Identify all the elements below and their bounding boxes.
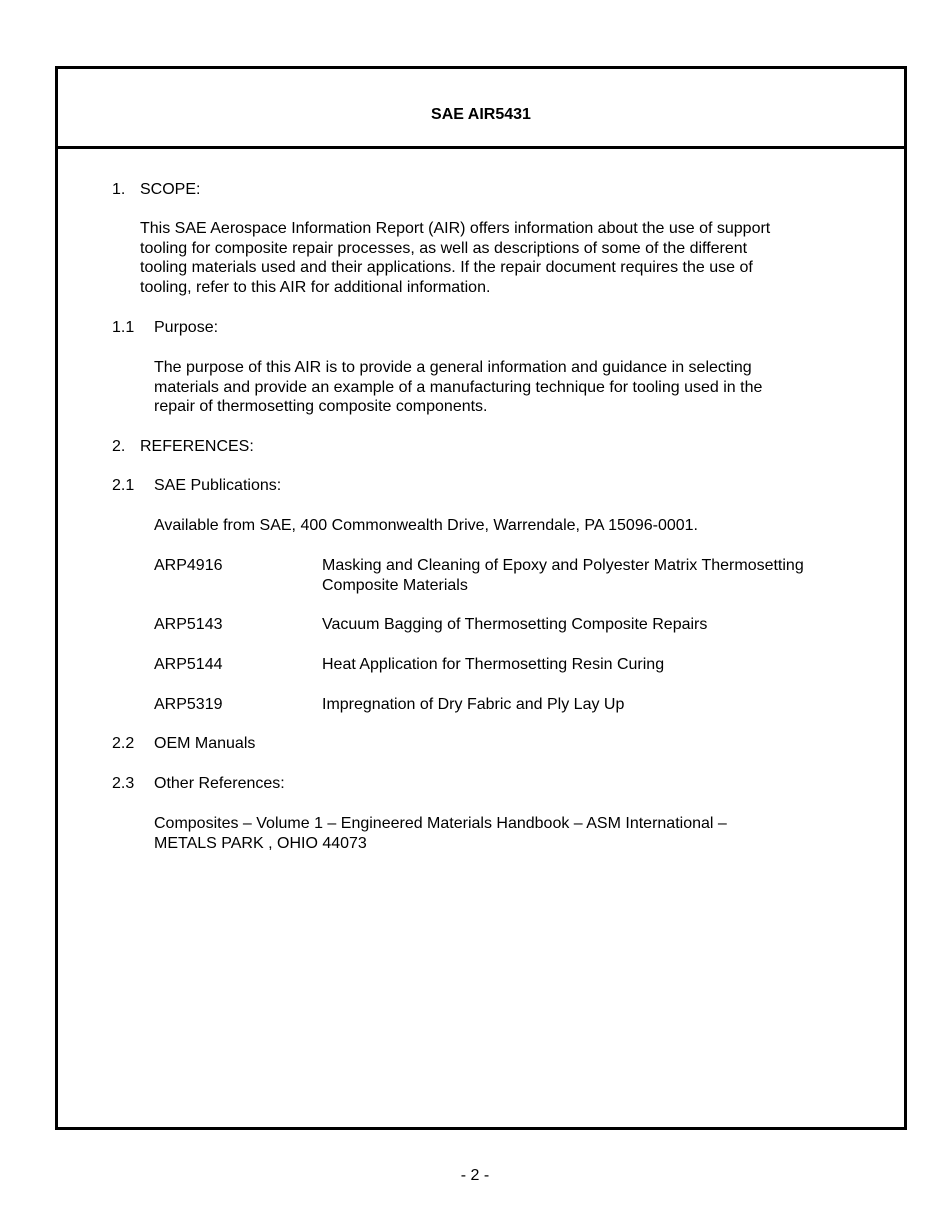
reference-title-line: Vacuum Bagging of Thermosetting Composite Repairs [322,616,708,633]
scope-line: This SAE Aerospace Information Report (AIR) offers information about the use of support [140,220,771,237]
scope-line: tooling materials used and their applications. If the repair document requires the use of [140,259,753,276]
document-header [58,69,904,149]
section-1-1-number: 1.1 [112,319,135,336]
section-2-2-heading: OEM Manuals [154,735,256,752]
other-reference-line: METALS PARK , OHIO 44073 [154,834,367,852]
section-2-number: 2. [112,438,126,455]
purpose-line: The purpose of this AIR is to provide a general information and guidance in selecting [154,359,752,376]
sae-availability-text: Available from SAE, 400 Commonwealth Drive, Warrendale, PA 15096-0001. [154,517,698,534]
section-1-heading: SCOPE: [140,181,201,198]
reference-title-line: Masking and Cleaning of Epoxy and Polyester Matrix Thermosetting [322,557,804,574]
reference-code: ARP5143 [154,616,223,633]
section-2-1-number: 2.1 [112,477,135,494]
reference-code: ARP4916 [154,557,223,574]
reference-title [322,556,804,595]
other-references-paragraph [154,814,727,853]
section-2-heading: REFERENCES: [140,438,254,455]
reference-title-line: Impregnation of Dry Fabric and Ply Lay Up [322,696,625,713]
purpose-line: materials and provide an example of a manufacturing technique for tooling used in the [154,378,763,396]
section-1-number: 1. [112,181,126,198]
section-2-1-heading: SAE Publications: [154,477,282,494]
document-title: SAE AIR5431 [431,106,531,123]
scope-line: tooling, refer to this AIR for additional information. [140,278,491,296]
reference-code: ARP5144 [154,656,223,673]
purpose-paragraph [154,358,762,417]
section-2-3-number: 2.3 [112,775,135,792]
reference-title-line: Composite Materials [322,576,468,594]
reference-code: ARP5319 [154,696,223,713]
section-1-1-heading: Purpose: [154,319,219,336]
scope-paragraph [140,219,770,297]
section-2-3-heading: Other References: [154,775,285,792]
page-number: - 2 - [460,1167,490,1184]
purpose-line: repair of thermosetting composite components. [154,398,488,415]
reference-title-line: Heat Application for Thermosetting Resin Curing [322,656,665,673]
other-reference-line: Composites – Volume 1 – Engineered Materials Handbook – ASM International – [154,815,727,832]
scope-line: tooling for composite repair processes, as well as descriptions of some of the different [140,239,748,257]
section-2-2-number: 2.2 [112,735,135,752]
